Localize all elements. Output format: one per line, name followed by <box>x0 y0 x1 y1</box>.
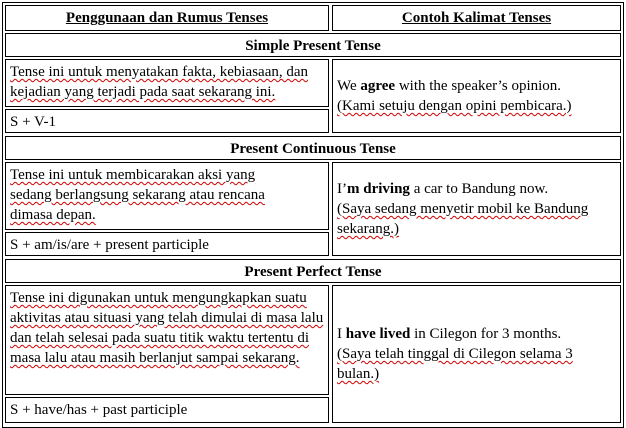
formula-cell-simple-present <box>5 109 329 133</box>
section-title-present-perfect: Present Perfect Tense <box>5 259 621 283</box>
usage-text: Tense ini untuk membicarakan aksi yang sedang berlangsung sekarang atau rencana dimasa depan. <box>10 167 265 223</box>
example-translation: (Saya telah tinggal di Cilegon selama 3 bulan.) <box>337 346 573 382</box>
formula-text: S + have/has + past participle <box>10 402 188 418</box>
header-usage-cell <box>5 5 329 31</box>
example-verb: have lived <box>345 326 411 342</box>
example-verb: agree <box>360 78 396 94</box>
example-cell-present-continuous <box>332 162 621 256</box>
example-verb: m driving <box>347 181 410 197</box>
usage-text: Tense ini digunakan untuk mengungkapkan suatu aktivitas atau situasi yang telah dimulai di masa lalu dan telah selesai pada suatu titik waktu tertentu di masa lalu atau masih berlanjut sampai sekarang. <box>10 290 324 366</box>
usage-cell-present-perfect <box>5 285 329 395</box>
usage-cell-simple-present <box>5 59 329 107</box>
section-title-simple-present: Simple Present Tense <box>5 33 621 57</box>
header-example-cell <box>332 5 621 31</box>
formula-cell-present-perfect <box>5 397 329 423</box>
formula-cell-present-continuous <box>5 232 329 256</box>
section-title-present-continuous: Present Continuous Tense <box>5 136 621 160</box>
example-translation: (Saya sedang menyetir mobil ke Bandung sekarang.) <box>337 201 589 237</box>
example-sentence: We agree with the speaker’s opinion. <box>337 78 562 94</box>
header-usage-label: Penggunaan dan Rumus Tenses <box>65 10 269 26</box>
header-example-label: Contoh Kalimat Tenses <box>401 10 552 26</box>
example-cell-present-perfect <box>332 285 621 423</box>
formula-text: S + am/is/are + present participle <box>10 237 209 253</box>
usage-cell-present-continuous <box>5 162 329 230</box>
example-cell-simple-present <box>332 59 621 133</box>
example-sentence: I’m driving a car to Bandung now. <box>337 181 549 197</box>
example-sentence: I have lived in Cilegon for 3 months. <box>337 326 562 342</box>
example-translation: (Kami setuju dengan opini pembicara.) <box>337 98 572 114</box>
usage-text: Tense ini untuk menyatakan fakta, kebiasaan, dan kejadian yang terjadi pada saat sekarang ini. <box>10 64 309 100</box>
formula-text: S + V-1 <box>10 114 56 130</box>
